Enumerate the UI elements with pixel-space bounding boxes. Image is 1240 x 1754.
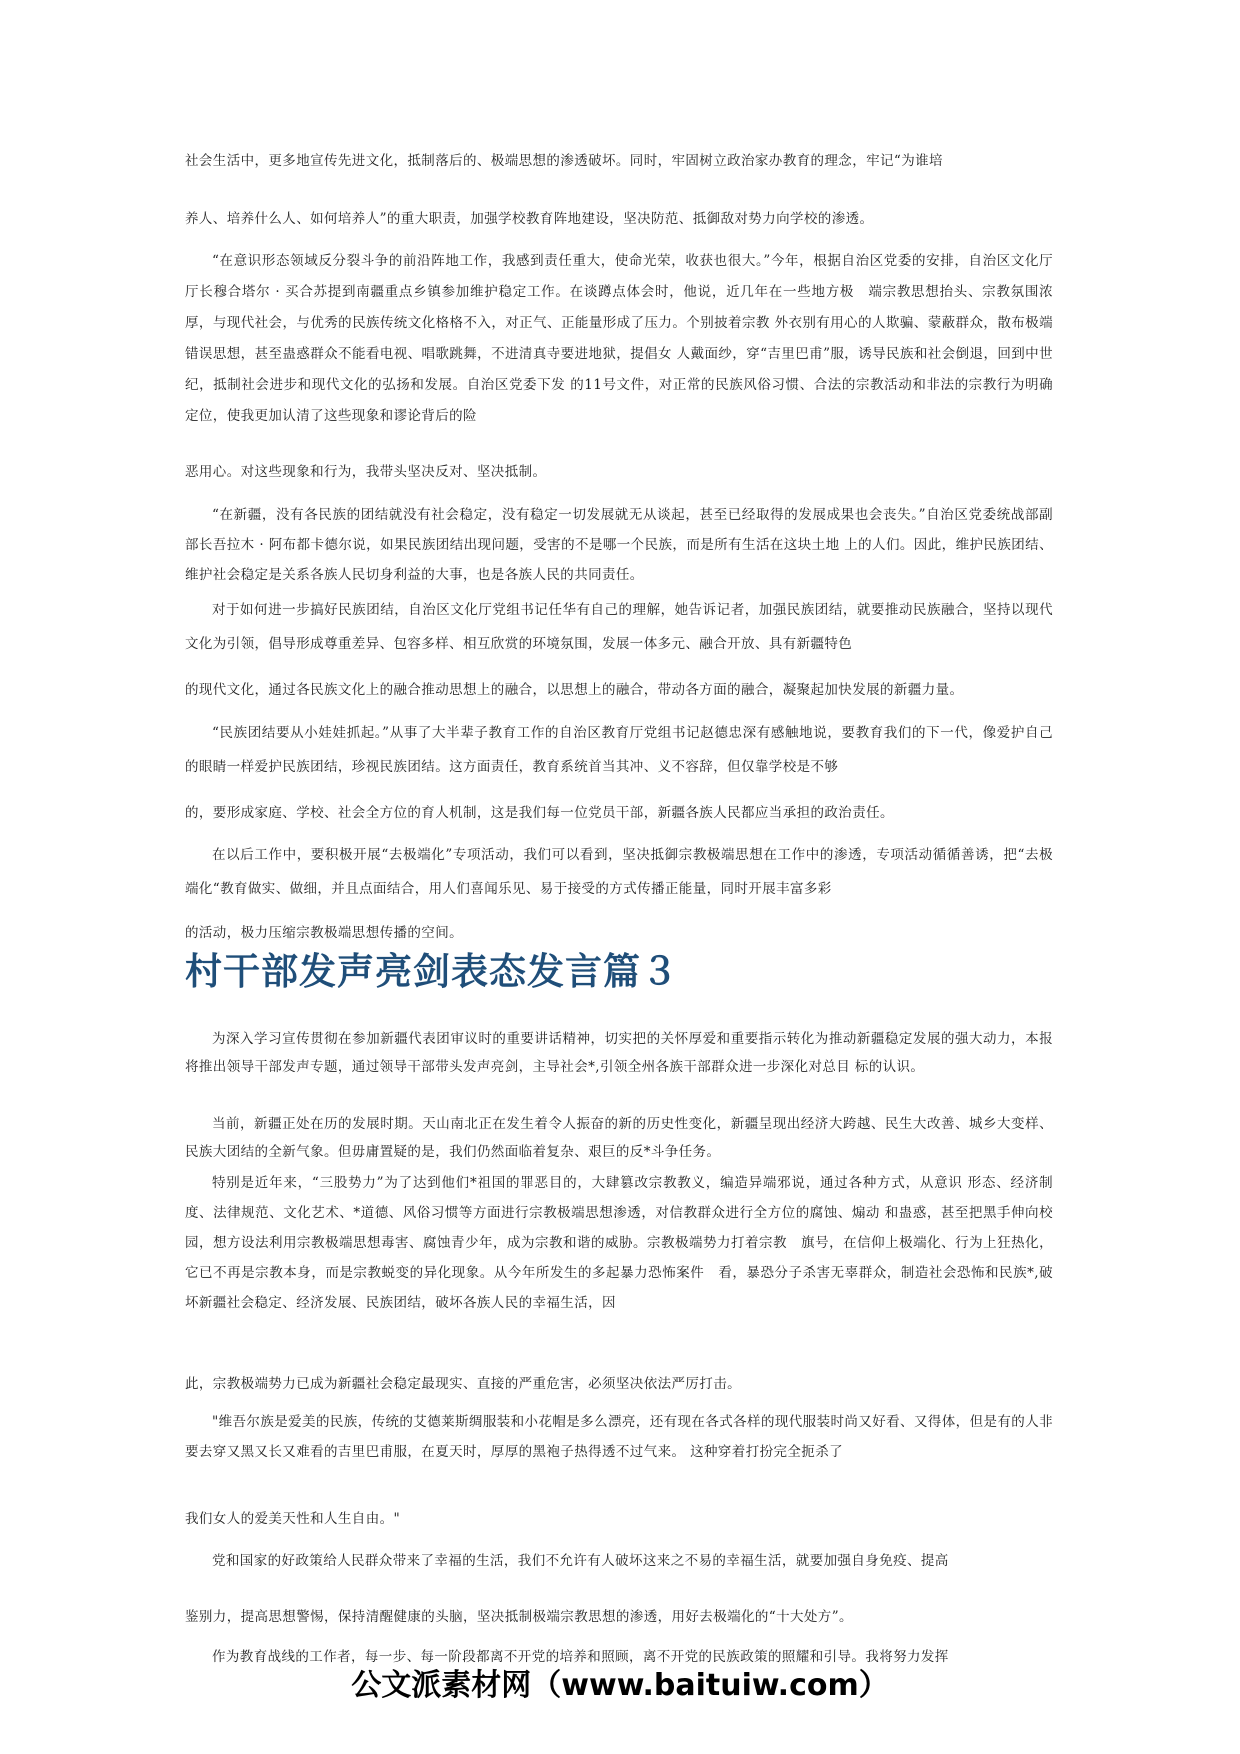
paragraph: “在新疆，没有各民族的团结就没有社会稳定，没有稳定一切发展就无从谈起，甚至已经取得的发展成果也会丧失。”自治区党委统战部副部长吾拉木 · 阿布都卡德尔说，如果民族团结出现问题，受害的不是哪一个民族，而是所有生活在这块土地 上的人们。因此，维护民族团结、维护社会稳定是关系各族人民切身利益的大事，也是各族人民的共同责任。: [185, 507, 1053, 583]
paragraph-continuation: 此，宗教极端势力已成为新疆社会稳定最现实、直接的严重危害，必须坚决依法严厉打击。: [185, 1376, 741, 1392]
paragraph: 在以后工作中，要积极开展“去极端化”专项活动，我们可以看到，坚决抵御宗教极端思想在工作中的渗透，专项活动循循善诱，把“去极端化“教育做实、做细，并且点面结合，用人们喜闻乐见、易于接受的方式传播正能量，同时开展丰富多彩: [185, 847, 1053, 897]
paragraph: “民族团结要从小娃娃抓起。”从事了大半辈子教育工作的自治区教育厅党组书记赵德忠深有感触地说，要教育我们的下一代，像爱护自己的眼睛一样爱护民族团结，珍视民族团结。这方面责任，教育系统首当其冲、义不容辞，但仅靠学校是不够: [185, 725, 1053, 775]
paragraph: 特别是近年来，“三股势力”为了达到他们*祖国的罪恶目的，大肆篡改宗教教义，编造异端邪说，通过各种方式，从意识 形态、经济制度、法律规范、文化艺术、*道德、风俗习惯等方面进行宗教极端思想渗透，对信教群众进行全方位的腐蚀、煽动 和蛊惑，甚至把黑手伸向校园，想方设法利用宗教极端思想毒害、腐蚀青少年，成为宗教和谐的威胁。宗教极端势力打着宗教 旗号，在信仰上极端化、行为上狂热化，它已不再是宗教本身，而是宗教蜕变的异化现象。从今年所发生的多起暴力恐怖案件 看，暴恐分子杀害无辜群众，制造社会恐怖和民族*,破坏新疆社会稳定、经济发展、民族团结，破坏各族人民的幸福生活，因: [185, 1175, 1053, 1311]
paragraph: 当前，新疆正处在历的发展时期。天山南北正在发生着令人振奋的新的历史性变化，新疆呈现出经济大跨越、民生大改善、城乡大变样、民族大团结的全新气象。但毋庸置疑的是，我们仍然面临着复杂、艰巨的反*斗争任务。: [185, 1116, 1053, 1160]
paragraph-continuation: 的现代文化，通过各民族文化上的融合推动思想上的融合，以思想上的融合，带动各方面的融合，凝聚起加快发展的新疆力量。: [185, 682, 964, 698]
paragraph: 为深入学习宣传贯彻在参加新疆代表团审议时的重要讲话精神，切实把的关怀厚爱和重要指示转化为推动新疆稳定发展的强大动力，本报将推出领导干部发声专题，通过领导干部带头发声亮剑，主导社会*,引领全州各族干部群众进一步深化对总目 标的认识。: [185, 1031, 1053, 1075]
paragraph-continuation: 我们女人的爱美天性和人生自由。": [185, 1511, 401, 1527]
paragraph-continuation: 的，要形成家庭、学校、社会全方位的育人机制，这是我们每一位党员干部，新疆各族人民都应当承担的政治责任。: [185, 805, 894, 821]
paragraph-continuation: 鉴别力，提高思想警惕，保持清醒健康的头脑，坚决抵制极端宗教思想的渗透，用好去极端化的“十大处方”。: [185, 1609, 853, 1625]
paragraph: “在意识形态领域反分裂斗争的前沿阵地工作，我感到责任重大，使命光荣，收获也很大。”今年，根据自治区党委的安排，自治区文化厅厅长穆合塔尔 · 买合苏提到南疆重点乡镇参加维护稳定工作。在谈蹲点体会时，他说，近几年在一些地方极 端宗教思想抬头、宗教氛围浓厚，与现代社会，与优秀的民族传统文化格格不入，对正气、正能量形成了压力。个别披着宗教 外衣别有用心的人欺骗、蒙蔽群众，散布极端错误思想，甚至蛊惑群众不能看电视、唱歌跳舞，不进清真寺要进地狱，提倡女 人戴面纱，穿“吉里巴甫”服，诱导民族和社会倒退，回到中世纪，抵制社会进步和现代文化的弘扬和发展。自治区党委下发 的11号文件，对正常的民族风俗习惯、合法的宗教活动和非法的宗教行为明确定位，使我更加认清了这些现象和谬论背后的险: [185, 253, 1053, 424]
footer-watermark: 公文派素材网（www.baituiw.com）: [351, 1668, 889, 1703]
paragraph: "维吾尔族是爱美的民族，传统的艾德莱斯绸服装和小花帽是多么漂亮，还有现在各式各样的现代服装时尚又好看、又得体，但是有的人非要去穿又黑又长又难看的吉里巴甫服，在夏天时，厚厚的黑袍子热得透不过气来。 这种穿着打扮完全扼杀了: [185, 1414, 1053, 1460]
paragraph-continuation: 养人、培养什么人、如何培养人”的重大职责，加强学校教育阵地建设，坚决防范、抵御敌对势力向学校的渗透。: [185, 211, 874, 227]
section-heading: 村干部发声亮剑表态发言篇３: [185, 950, 679, 993]
paragraph-continuation: 的活动，极力压缩宗教极端思想传播的空间。: [185, 925, 463, 941]
paragraph: 作为教育战线的工作者，每一步、每一阶段都离不开党的培养和照顾，离不开党的民族政策的照耀和引导。我将努力发挥: [212, 1649, 949, 1665]
paragraph-continuation: 恶用心。对这些现象和行为，我带头坚决反对、坚决抵制。: [185, 464, 547, 480]
paragraph-continuation: 社会生活中，更多地宣传先进文化，抵制落后的、极端思想的渗透破坏。同时，牢固树立政治家办教育的理念，牢记“为谁培: [185, 153, 943, 169]
paragraph: 党和国家的好政策给人民群众带来了幸福的生活，我们不允许有人破坏这来之不易的幸福生活，就要加强自身免疫、提高: [212, 1553, 949, 1569]
paragraph: 对于如何进一步搞好民族团结，自治区文化厅党组书记任华有自己的理解，她告诉记者，加强民族团结，就要推动民族融合，坚持以现代文化为引领，倡导形成尊重差异、包容多样、相互欣赏的环境氛围，发展一体多元、融合开放、具有新疆特色: [185, 602, 1053, 652]
